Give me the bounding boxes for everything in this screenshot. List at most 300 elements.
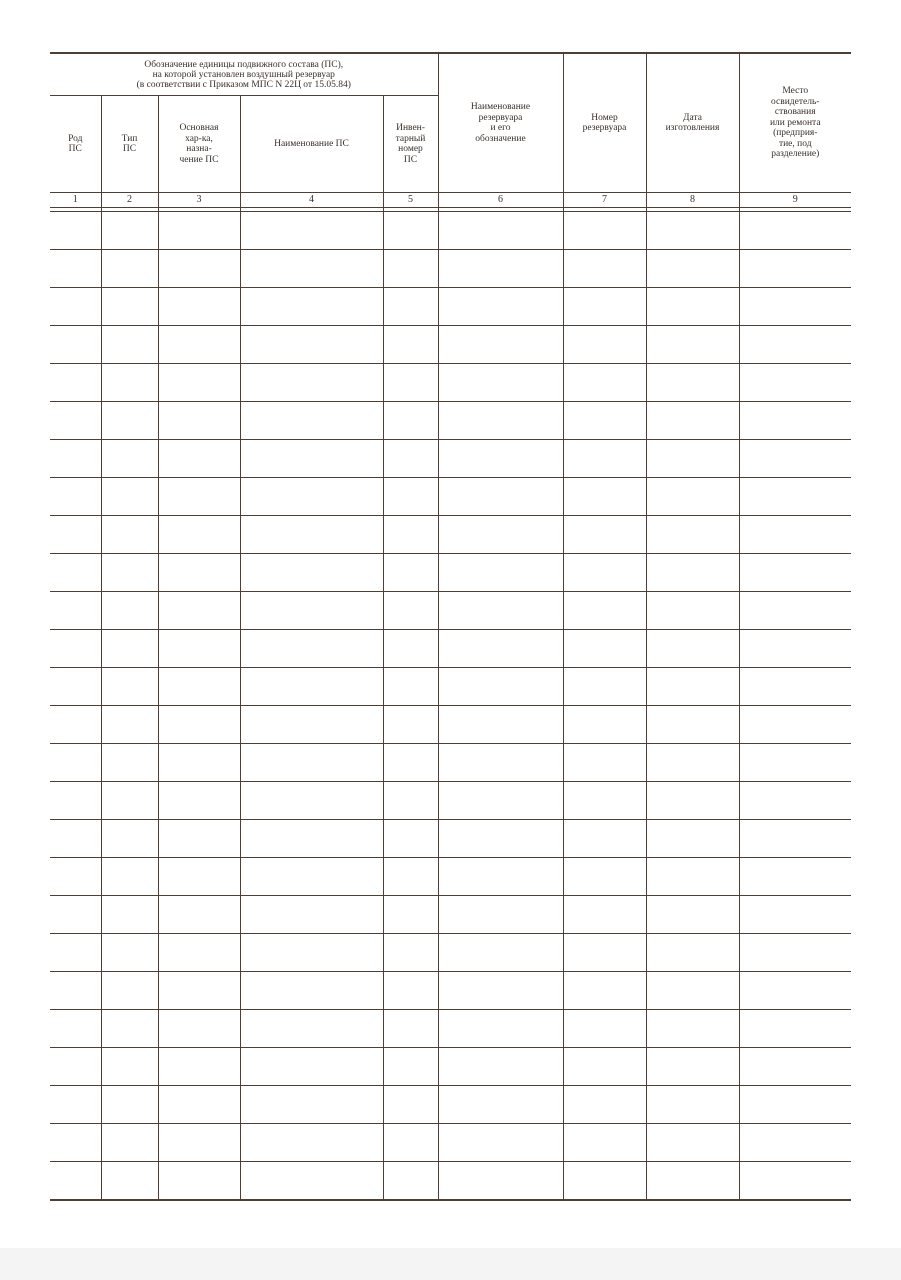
empty-cell: [383, 668, 438, 706]
empty-cell: [101, 402, 158, 440]
empty-cell: [240, 326, 383, 364]
empty-cell: [739, 668, 851, 706]
table-row: [50, 212, 851, 250]
empty-cell: [158, 858, 240, 896]
empty-cell: [240, 402, 383, 440]
empty-cell: [50, 1010, 101, 1048]
empty-cell: [438, 1124, 563, 1162]
empty-cell: [438, 972, 563, 1010]
table-row: [50, 326, 851, 364]
group-header-line: Обозначение единицы подвижного состава (ПС),: [144, 59, 344, 70]
table-row: [50, 744, 851, 782]
empty-cell: [739, 1086, 851, 1124]
table-row: [50, 896, 851, 934]
header-line: Тип: [121, 133, 138, 144]
empty-cell: [240, 1162, 383, 1201]
empty-cell: [158, 1086, 240, 1124]
empty-cell: [563, 326, 646, 364]
empty-cell: [739, 212, 851, 250]
empty-cell: [438, 820, 563, 858]
table-row: [50, 934, 851, 972]
reservoir-register-table: [50, 52, 851, 1201]
empty-cell: [563, 858, 646, 896]
empty-cell: [101, 782, 158, 820]
empty-cell: [101, 1086, 158, 1124]
empty-cell: [438, 668, 563, 706]
empty-cell: [563, 592, 646, 630]
table-row: [50, 440, 851, 478]
empty-cell: [383, 630, 438, 668]
empty-cell: [50, 364, 101, 402]
empty-cell: [563, 554, 646, 592]
empty-cell: [50, 896, 101, 934]
empty-cell: [646, 934, 739, 972]
header-line: тие, под: [778, 138, 812, 149]
empty-cell: [438, 554, 563, 592]
empty-cell: [240, 744, 383, 782]
empty-cell: [101, 630, 158, 668]
empty-cell: [50, 782, 101, 820]
empty-cell: [739, 820, 851, 858]
empty-cell: [646, 554, 739, 592]
empty-cell: [563, 630, 646, 668]
empty-cell: [739, 744, 851, 782]
empty-cell: [739, 972, 851, 1010]
empty-cell: [50, 630, 101, 668]
empty-cell: [438, 858, 563, 896]
empty-cell: [240, 288, 383, 326]
empty-cell: [739, 934, 851, 972]
header-line: резервуара: [478, 112, 523, 123]
empty-cell: [158, 288, 240, 326]
empty-cell: [646, 440, 739, 478]
empty-cell: [101, 326, 158, 364]
empty-cell: [50, 288, 101, 326]
empty-cell: [158, 364, 240, 402]
empty-cell: [240, 554, 383, 592]
empty-cell: [646, 402, 739, 440]
empty-cell: [438, 1010, 563, 1048]
table-row: [50, 782, 851, 820]
empty-cell: [646, 1048, 739, 1086]
column-number: 5: [383, 193, 438, 208]
column-number: 7: [563, 193, 646, 208]
empty-cell: [240, 782, 383, 820]
empty-cell: [383, 706, 438, 744]
empty-cell: [438, 934, 563, 972]
header-line: изготовления: [665, 123, 720, 133]
empty-cell: [383, 858, 438, 896]
empty-cell: [383, 326, 438, 364]
empty-cell: [739, 554, 851, 592]
table-row: [50, 668, 851, 706]
rolling-stock-group-header: [50, 53, 438, 96]
table-row: [50, 402, 851, 440]
empty-cell: [50, 478, 101, 516]
empty-cell: [158, 554, 240, 592]
column-header-stock-kind: [50, 96, 101, 193]
empty-cell: [158, 706, 240, 744]
header-line: тарный: [395, 133, 426, 144]
empty-cell: [50, 212, 101, 250]
group-header-line: на которой установлен воздушный резервуар: [152, 69, 335, 80]
header-line: Основная: [179, 123, 219, 133]
empty-cell: [646, 288, 739, 326]
table-row: [50, 1124, 851, 1162]
empty-cell: [240, 972, 383, 1010]
table-row: [50, 250, 851, 288]
empty-cell: [563, 820, 646, 858]
empty-cell: [158, 972, 240, 1010]
empty-cell: [438, 364, 563, 402]
empty-cell: [101, 364, 158, 402]
empty-cell: [50, 744, 101, 782]
column-number: 8: [646, 193, 739, 208]
empty-cell: [646, 972, 739, 1010]
empty-cell: [383, 1124, 438, 1162]
empty-cell: [438, 630, 563, 668]
empty-cell: [646, 364, 739, 402]
empty-cell: [240, 896, 383, 934]
empty-cell: [158, 250, 240, 288]
empty-cell: [383, 402, 438, 440]
empty-cell: [563, 1124, 646, 1162]
empty-cell: [739, 592, 851, 630]
empty-cell: [739, 1010, 851, 1048]
empty-cell: [101, 212, 158, 250]
table-row: [50, 288, 851, 326]
empty-cell: [50, 1086, 101, 1124]
empty-cell: [383, 1048, 438, 1086]
empty-cell: [50, 326, 101, 364]
table-row: [50, 1010, 851, 1048]
empty-cell: [438, 592, 563, 630]
empty-cell: [438, 1162, 563, 1201]
column-header-inspection-place: [739, 53, 851, 193]
empty-cell: [646, 1010, 739, 1048]
empty-cell: [563, 440, 646, 478]
empty-cell: [101, 516, 158, 554]
empty-cell: [563, 1010, 646, 1048]
empty-cell: [438, 288, 563, 326]
empty-cell: [739, 1162, 851, 1201]
empty-cell: [158, 1048, 240, 1086]
table-row: [50, 516, 851, 554]
column-header-inventory-number: [383, 96, 438, 193]
empty-cell: [563, 668, 646, 706]
empty-cell: [240, 1124, 383, 1162]
empty-cell: [240, 212, 383, 250]
empty-cell: [739, 1048, 851, 1086]
empty-cell: [158, 820, 240, 858]
empty-cell: [646, 782, 739, 820]
table-row: [50, 592, 851, 630]
empty-cell: [50, 972, 101, 1010]
column-header-manufacture-date: [646, 53, 739, 193]
header-line: освидетель-: [771, 96, 820, 107]
empty-cell: [383, 1010, 438, 1048]
empty-cell: [438, 706, 563, 744]
empty-cell: [563, 782, 646, 820]
empty-cell: [101, 288, 158, 326]
empty-cell: [646, 744, 739, 782]
empty-cell: [158, 896, 240, 934]
empty-cell: [158, 668, 240, 706]
empty-cell: [563, 1086, 646, 1124]
empty-cell: [158, 744, 240, 782]
empty-cell: [158, 478, 240, 516]
empty-cell: [646, 1124, 739, 1162]
empty-cell: [739, 478, 851, 516]
table-row: [50, 820, 851, 858]
empty-cell: [101, 250, 158, 288]
empty-cell: [383, 478, 438, 516]
empty-cell: [438, 1086, 563, 1124]
empty-cell: [240, 858, 383, 896]
empty-cell: [438, 744, 563, 782]
table-row: [50, 972, 851, 1010]
header-line: или ремонта: [769, 117, 821, 128]
empty-cell: [158, 1124, 240, 1162]
header-line: хар-ка,: [185, 133, 213, 144]
empty-cell: [438, 250, 563, 288]
column-number: 1: [50, 193, 101, 208]
table-row: [50, 1162, 851, 1201]
table-row: [50, 706, 851, 744]
empty-cell: [646, 706, 739, 744]
empty-cell: [101, 1010, 158, 1048]
empty-cell: [101, 668, 158, 706]
header-line: ствования: [774, 107, 816, 118]
header-line: и его: [490, 123, 511, 133]
header-line: чение ПС: [179, 154, 219, 165]
empty-cell: [383, 972, 438, 1010]
empty-cell: [101, 1162, 158, 1201]
empty-cell: [101, 896, 158, 934]
empty-cell: [158, 212, 240, 250]
column-number: 2: [101, 193, 158, 208]
empty-cell: [158, 326, 240, 364]
empty-cell: [739, 858, 851, 896]
empty-cell: [739, 288, 851, 326]
empty-cell: [50, 1048, 101, 1086]
empty-cell: [240, 516, 383, 554]
empty-cell: [438, 478, 563, 516]
empty-cell: [240, 478, 383, 516]
empty-cell: [240, 250, 383, 288]
empty-cell: [158, 1010, 240, 1048]
empty-cell: [739, 440, 851, 478]
header-line: номер: [398, 144, 423, 154]
empty-cell: [739, 250, 851, 288]
column-header-stock-type: [101, 96, 158, 193]
empty-cell: [563, 212, 646, 250]
table-row: [50, 1086, 851, 1124]
empty-cell: [646, 516, 739, 554]
empty-cell: [50, 858, 101, 896]
empty-cell: [101, 554, 158, 592]
empty-cell: [646, 820, 739, 858]
empty-cell: [101, 478, 158, 516]
empty-cell: [438, 516, 563, 554]
empty-cell: [101, 592, 158, 630]
empty-cell: [438, 212, 563, 250]
empty-cell: [383, 782, 438, 820]
empty-cell: [739, 1124, 851, 1162]
empty-cell: [101, 1124, 158, 1162]
empty-cell: [50, 706, 101, 744]
empty-cell: [383, 212, 438, 250]
header-line: Номер: [591, 112, 618, 123]
empty-cell: [240, 1010, 383, 1048]
empty-cell: [50, 1124, 101, 1162]
empty-cell: [101, 858, 158, 896]
table-row: [50, 364, 851, 402]
table-row: [50, 478, 851, 516]
empty-cell: [383, 1086, 438, 1124]
header-line: Место: [782, 86, 809, 97]
empty-cell: [383, 896, 438, 934]
empty-cell: [383, 288, 438, 326]
empty-cell: [563, 934, 646, 972]
column-header-main-characteristic: [158, 96, 240, 193]
empty-cell: [240, 592, 383, 630]
column-number-row: [50, 193, 851, 208]
table-row: [50, 554, 851, 592]
empty-cell: [101, 744, 158, 782]
empty-cell: [383, 364, 438, 402]
empty-cell: [240, 934, 383, 972]
empty-cell: [646, 630, 739, 668]
empty-cell: [158, 440, 240, 478]
column-number: 6: [438, 193, 563, 208]
empty-cell: [438, 896, 563, 934]
empty-cell: [383, 744, 438, 782]
empty-cell: [563, 1048, 646, 1086]
empty-cell: [383, 554, 438, 592]
empty-cell: [240, 706, 383, 744]
empty-cell: [383, 934, 438, 972]
empty-cell: [563, 706, 646, 744]
empty-cell: [50, 1162, 101, 1201]
empty-cell: [563, 478, 646, 516]
empty-cell: [50, 668, 101, 706]
table-row: [50, 1048, 851, 1086]
empty-cell: [383, 516, 438, 554]
empty-cell: [563, 516, 646, 554]
empty-cell: [563, 1162, 646, 1201]
empty-cell: [50, 402, 101, 440]
empty-cell: [739, 630, 851, 668]
empty-cell: [739, 516, 851, 554]
empty-cell: [646, 1086, 739, 1124]
empty-cell: [646, 1162, 739, 1201]
header-line: Наименование ПС: [274, 138, 349, 149]
empty-cell: [158, 1162, 240, 1201]
header-line: ПС: [403, 154, 418, 165]
header-line: разделение): [771, 149, 820, 160]
empty-cell: [438, 402, 563, 440]
empty-cell: [101, 972, 158, 1010]
empty-cell: [383, 1162, 438, 1201]
empty-cell: [563, 402, 646, 440]
empty-cell: [101, 820, 158, 858]
empty-cell: [383, 250, 438, 288]
empty-cell: [646, 668, 739, 706]
empty-cell: [438, 1048, 563, 1086]
empty-cell: [240, 668, 383, 706]
header-line: Дата: [683, 112, 702, 123]
empty-cell: [646, 212, 739, 250]
page-footer-band: [0, 1248, 901, 1280]
empty-cell: [646, 858, 739, 896]
column-header-reservoir-number: [563, 53, 646, 193]
empty-cell: [646, 896, 739, 934]
empty-cell: [563, 288, 646, 326]
empty-cell: [158, 934, 240, 972]
empty-cell: [646, 250, 739, 288]
group-header-line: (в соответствии с Приказом МПС N 22Ц от 15.05.84): [136, 79, 351, 90]
empty-cell: [101, 1048, 158, 1086]
empty-cell: [739, 896, 851, 934]
empty-cell: [739, 402, 851, 440]
empty-cell: [563, 364, 646, 402]
header-line: Инвен-: [396, 123, 425, 133]
header-line: ПС: [68, 144, 82, 154]
empty-cell: [563, 744, 646, 782]
empty-cell: [50, 820, 101, 858]
empty-cell: [383, 592, 438, 630]
empty-cell: [739, 326, 851, 364]
empty-cell: [158, 516, 240, 554]
header-line: (предприя-: [773, 128, 818, 139]
empty-cell: [101, 440, 158, 478]
empty-cell: [240, 1086, 383, 1124]
empty-cell: [240, 630, 383, 668]
empty-cell: [101, 706, 158, 744]
empty-cell: [739, 782, 851, 820]
header-line: резервуара: [582, 123, 627, 133]
empty-cell: [50, 934, 101, 972]
empty-cell: [646, 592, 739, 630]
header-line: ПС: [122, 144, 137, 154]
header-line: Род: [68, 133, 83, 144]
header-line: Наименование: [470, 102, 531, 112]
empty-cell: [50, 592, 101, 630]
empty-cell: [101, 934, 158, 972]
empty-cell: [438, 782, 563, 820]
empty-cell: [240, 364, 383, 402]
empty-cell: [158, 782, 240, 820]
empty-cell: [646, 478, 739, 516]
empty-cell: [646, 326, 739, 364]
column-header-reservoir-name: [438, 53, 563, 193]
header-line: назна-: [186, 144, 212, 154]
empty-cell: [438, 326, 563, 364]
empty-cell: [240, 440, 383, 478]
empty-cell: [383, 440, 438, 478]
empty-cell: [563, 896, 646, 934]
header-line: обозначение: [475, 133, 526, 144]
empty-cell: [158, 402, 240, 440]
empty-cell: [383, 820, 438, 858]
empty-cell: [50, 554, 101, 592]
column-number: 3: [158, 193, 240, 208]
empty-cell: [50, 250, 101, 288]
column-number: 9: [739, 193, 851, 208]
table-row: [50, 630, 851, 668]
empty-cell: [158, 630, 240, 668]
